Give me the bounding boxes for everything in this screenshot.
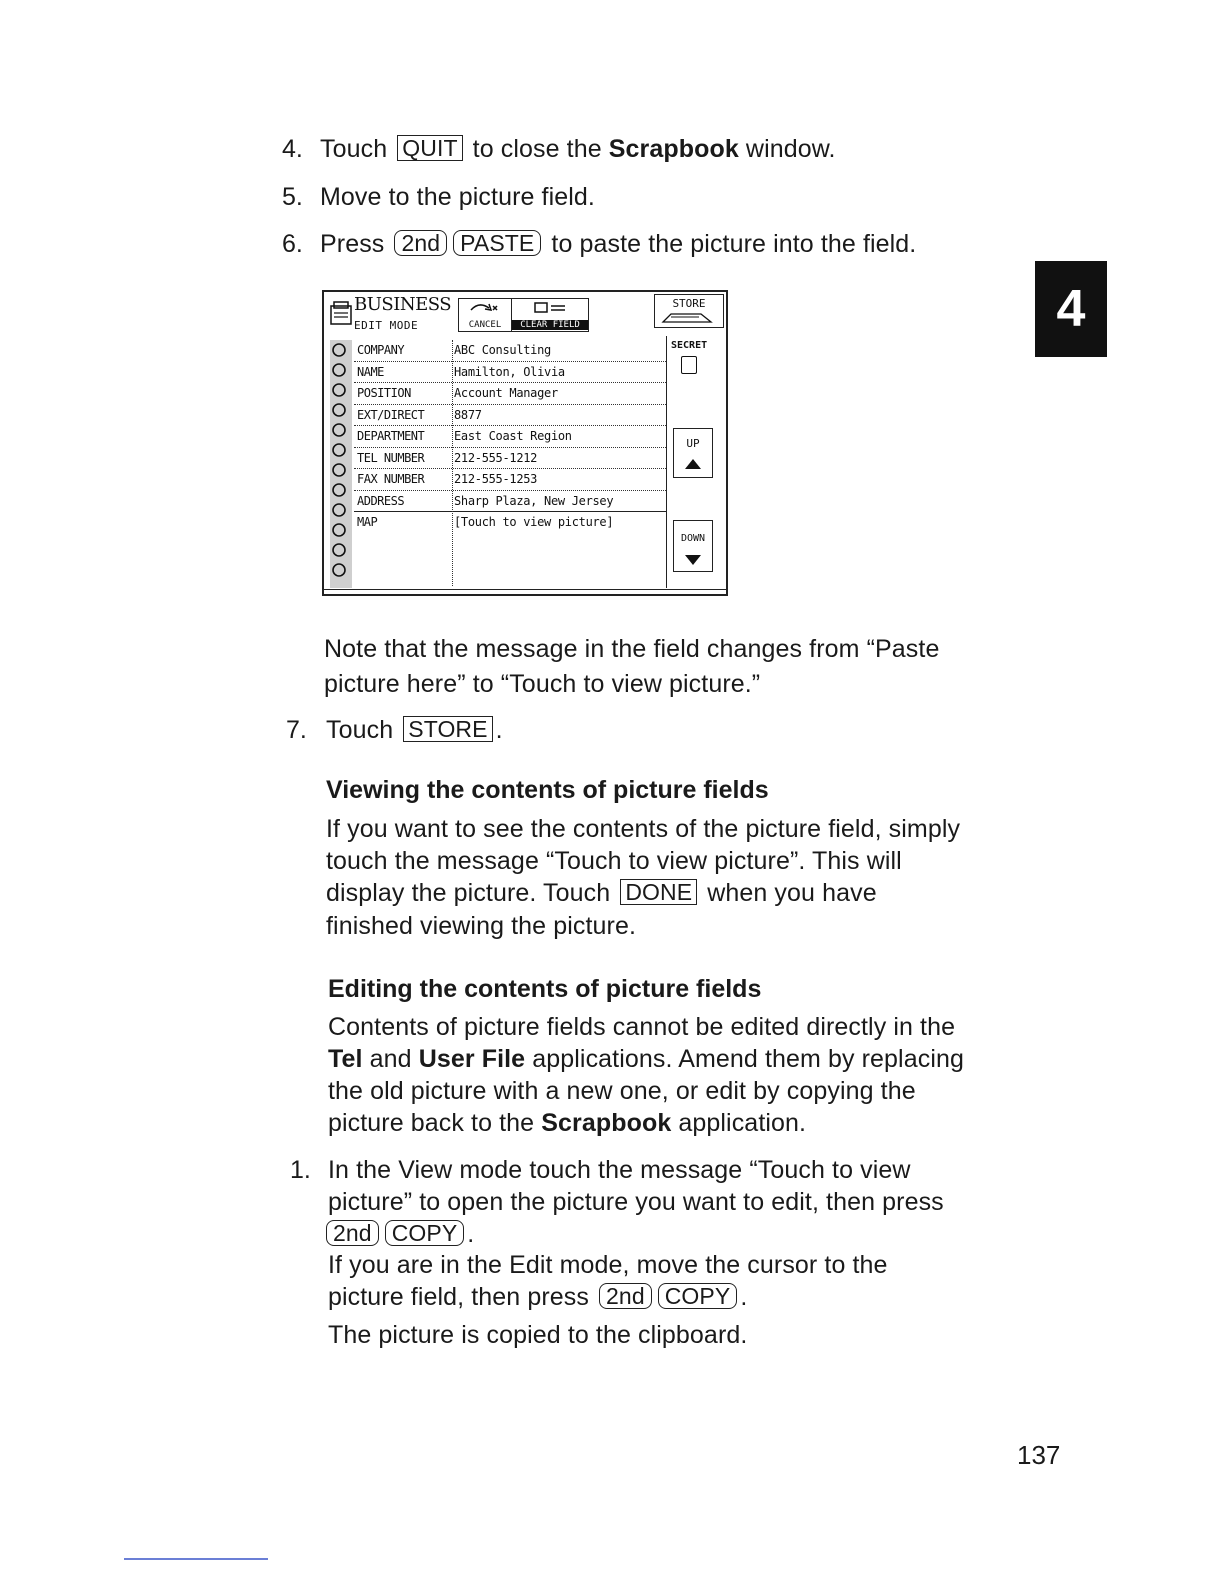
chapter-tab: 4	[1035, 261, 1107, 357]
copy-key: COPY	[385, 1220, 465, 1246]
card-file-icon	[330, 300, 352, 326]
screen-title: BUSINESS	[354, 294, 452, 315]
step-1-line-5	[328, 1280, 747, 1314]
step-6-post: to paste the picture into the field.	[551, 230, 917, 258]
editing-line-4-pre: picture back to the	[328, 1109, 535, 1137]
field-label: FAX NUMBER	[357, 472, 425, 486]
step-4-text	[320, 132, 836, 166]
screen-title-block	[330, 294, 454, 334]
tel-app-name: Tel	[328, 1045, 363, 1073]
2nd-key: 2nd	[599, 1283, 652, 1309]
screen-mode: EDIT MODE	[354, 319, 419, 332]
field-row[interactable]	[354, 448, 666, 470]
note-line-2: picture here” to “Touch to view picture.”	[324, 670, 761, 698]
step-number: 1.	[290, 1156, 311, 1184]
undo-icon	[465, 300, 505, 320]
viewing-line-1: If you want to see the contents of the picture field, simply	[326, 815, 961, 843]
2nd-key: 2nd	[326, 1220, 379, 1246]
page-number: 137	[1017, 1440, 1061, 1470]
editing-line-1: Contents of picture fields cannot be edited directly in the	[328, 1013, 956, 1041]
field-value: 8877	[454, 407, 482, 422]
field-list	[354, 340, 666, 592]
scrapbook-app-name: Scrapbook	[541, 1109, 672, 1137]
user-file-app-name: User File	[418, 1045, 526, 1073]
step-4-pre: Touch	[320, 135, 388, 163]
step-number: 7.	[286, 716, 307, 744]
cancel-label: CANCEL	[468, 320, 502, 330]
field-value: ABC Consulting	[454, 343, 551, 357]
viewing-line-3	[326, 876, 877, 910]
step-1-line-6: The picture is copied to the clipboard.	[328, 1321, 748, 1349]
footer-rule	[124, 1558, 268, 1560]
store-key: STORE	[403, 716, 492, 742]
step-1-dot: .	[740, 1283, 748, 1311]
editing-line-3: the old picture with a new one, or edit by copying the	[328, 1077, 916, 1105]
step-5-text: Move to the picture field.	[320, 183, 595, 211]
step-number: 5.	[282, 183, 303, 211]
field-row[interactable]	[354, 491, 666, 513]
cancel-button[interactable]	[458, 298, 512, 332]
step-6-pre: Press	[320, 230, 385, 258]
down-button[interactable]	[673, 520, 713, 572]
store-car-icon	[659, 312, 719, 326]
field-label: DEPARTMENT	[357, 429, 425, 443]
copy-key: COPY	[658, 1283, 738, 1309]
map-picture-link[interactable]: [Touch to view picture]	[454, 515, 614, 529]
arrow-up-icon	[685, 459, 701, 469]
binder-rings-icon	[330, 340, 352, 588]
editing-heading: Editing the contents of picture fields	[328, 975, 762, 1003]
column-divider	[452, 340, 453, 586]
step-number: 4.	[282, 135, 303, 163]
step-7-dot: .	[495, 716, 503, 744]
store-label: STORE	[672, 297, 706, 310]
viewing-line-2: touch the message “Touch to view picture”. This will	[326, 847, 902, 875]
secret-checkbox[interactable]	[681, 356, 697, 374]
quit-key: QUIT	[397, 135, 462, 161]
step-6-text	[320, 227, 916, 261]
paste-key: PASTE	[453, 230, 541, 256]
field-label: POSITION	[357, 386, 411, 400]
step-4-post1: to close the	[472, 135, 602, 163]
field-label: EXT/DIRECT	[357, 407, 425, 422]
down-label: DOWN	[680, 533, 706, 544]
viewing-heading: Viewing the contents of picture fields	[326, 776, 769, 804]
field-value: 212-555-1253	[454, 472, 538, 486]
field-row[interactable]	[354, 362, 666, 384]
field-row[interactable]	[354, 340, 666, 362]
2nd-key: 2nd	[394, 230, 447, 256]
field-row[interactable]	[354, 405, 666, 427]
field-label: ADDRESS	[357, 493, 405, 508]
viewing-line-3-pre: display the picture. Touch	[326, 879, 611, 907]
field-value: East Coast Region	[454, 429, 572, 443]
step-number: 6.	[282, 230, 303, 258]
field-row-map[interactable]	[354, 512, 666, 592]
field-label: MAP	[357, 515, 378, 529]
store-button[interactable]	[654, 294, 724, 328]
clear-field-label: CLEAR FIELD	[512, 320, 588, 330]
field-value: Account Manager	[454, 386, 558, 400]
viewing-line-3-post: when you have	[707, 879, 877, 907]
arrow-down-icon	[685, 555, 701, 565]
note-line-1: Note that the message in the field changes from “Paste	[324, 635, 940, 663]
up-label: UP	[686, 437, 700, 450]
field-label: NAME	[357, 364, 384, 379]
step-4-post2: window.	[745, 135, 836, 163]
side-controls	[666, 336, 719, 588]
done-key: DONE	[620, 879, 697, 905]
field-value: Sharp Plaza, New Jersey	[454, 493, 614, 508]
editing-line-4-post: application.	[678, 1109, 807, 1137]
field-row[interactable]	[354, 383, 666, 405]
step-1-line-4: If you are in the Edit mode, move the cursor to the	[328, 1251, 888, 1279]
field-label: COMPANY	[357, 343, 405, 357]
step-1-line-1: In the View mode touch the message “Touch to view	[328, 1156, 911, 1184]
clear-field-button[interactable]	[511, 298, 589, 332]
editing-line-4	[328, 1106, 806, 1140]
step-1-dot: .	[467, 1220, 475, 1248]
device-screen	[322, 290, 728, 596]
field-value: 212-555-1212	[454, 450, 538, 465]
step-7-pre: Touch	[326, 716, 394, 744]
step-7-text	[326, 713, 503, 747]
editing-line-2-and: and	[369, 1045, 412, 1073]
editing-line-2-post: applications. Amend them by replacing	[532, 1045, 964, 1073]
secret-label: SECRET	[671, 340, 708, 351]
field-row[interactable]	[354, 469, 666, 491]
step-1-line-2: picture” to open the picture you want to edit, then press	[328, 1188, 944, 1216]
eraser-icon	[531, 300, 571, 320]
step-1-line-5-pre: picture field, then press	[328, 1283, 589, 1311]
field-label: TEL NUMBER	[357, 450, 425, 465]
editing-line-2	[328, 1042, 964, 1076]
step-1-line-3	[326, 1217, 474, 1251]
field-row[interactable]	[354, 426, 666, 448]
viewing-line-4: finished viewing the picture.	[326, 912, 637, 940]
screen-bottom-rule	[324, 589, 726, 590]
step-4-scrapbook: Scrapbook	[608, 135, 739, 163]
up-button[interactable]	[673, 428, 713, 478]
field-value: Hamilton, Olivia	[454, 364, 565, 379]
